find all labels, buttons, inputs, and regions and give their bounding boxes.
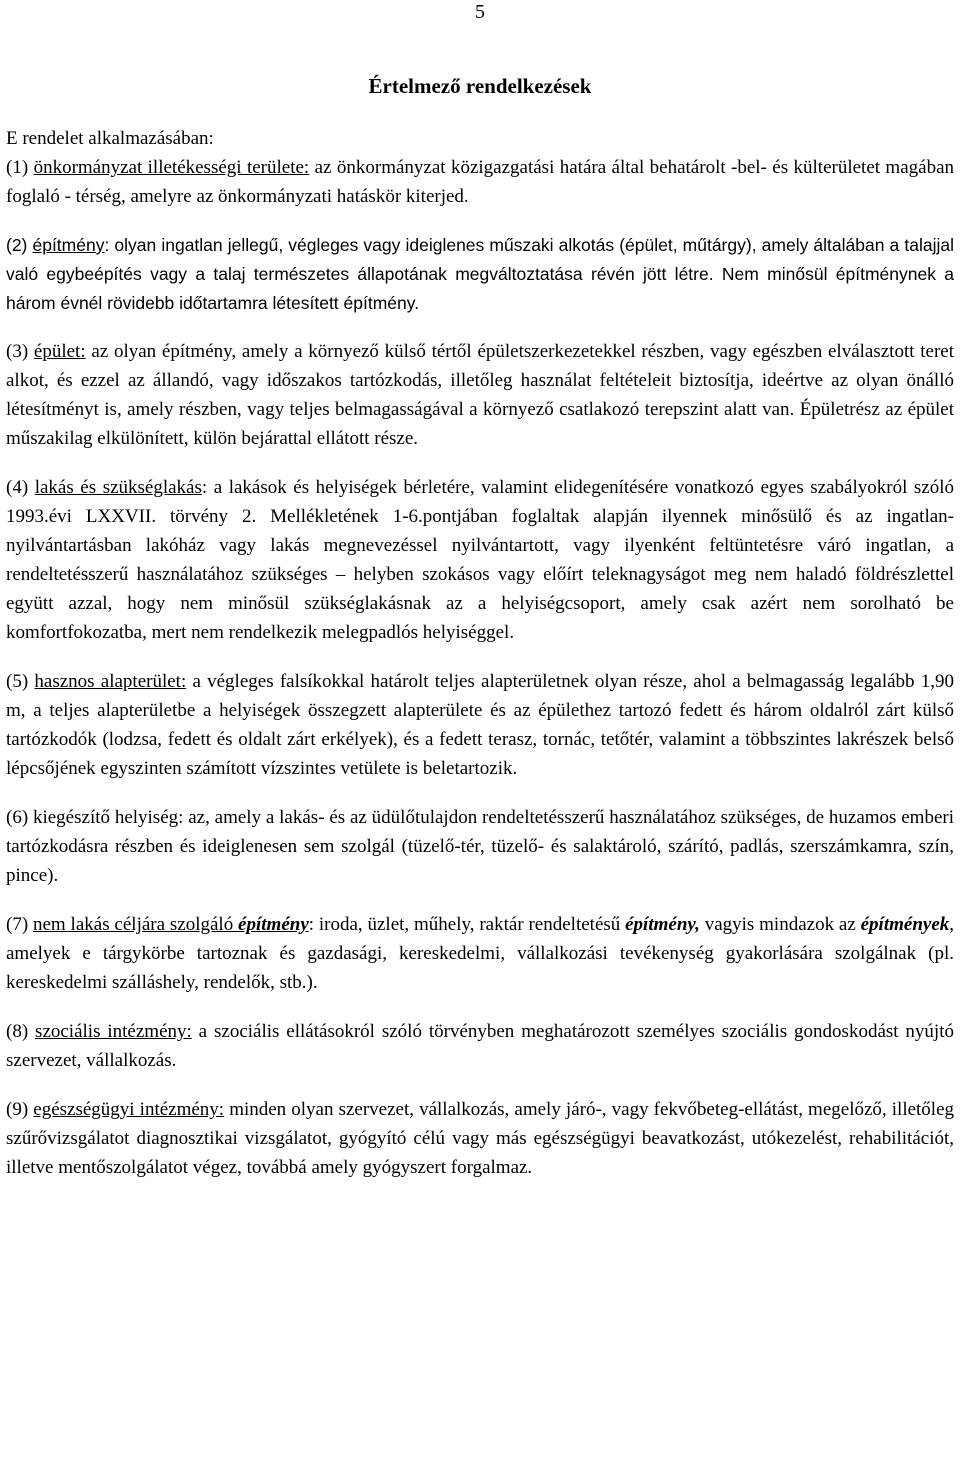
intro-line bbox=[6, 124, 954, 153]
definition-7-term-emphasis: építmény bbox=[238, 914, 309, 935]
document-body bbox=[6, 124, 954, 1182]
definition-7-number: (7) bbox=[6, 914, 29, 935]
definition-9-term: egészségügyi intézmény: bbox=[33, 1099, 225, 1120]
page-number: 5 bbox=[475, 1, 485, 23]
definition-1-term: önkormányzat illetékességi területe: bbox=[33, 157, 310, 178]
definition-3-text: az olyan építmény, amely a környező külső tértől épületszerkezetekkel részben, vagy egészben elválasztott teret alkot, és ezzel az állandó, vagy időszakos tartózkodás, illetőleg használat feltételeit biztosítja, ideértve az olyan önálló létesítményt is, amely részben, vagy teljes belmagasságával a környező csatlakozó terepszint alatt van. Épületrész az épület műszakilag elkülönített, külön bejárattal ellátott része. bbox=[6, 341, 955, 449]
definition-3-term: épület: bbox=[33, 341, 86, 362]
definition-4-number: (4) bbox=[6, 477, 29, 498]
definition-4-text: : a lakások és helyiségek bérletére, valamint elidegenítésére vonatkozó egyes szabályokról szóló 1993.évi LXXVII. törvény 2. Mellékletének 1-6.pontjában foglaltak alapján ilyennek minősülő és az ingatlan-nyilvántartásban lakóház vagy lakás megnevezéssel nyilvántartott, vagy ilyenként feltüntetésre váró ingatlan, a rendeltetésszerű használatához szükséges – helyben szokásos vagy előírt teleknagyságot meg nem haladó földrészlettel együtt azzal, hogy nem minősül szükséglakásnak az a helyiségcsoport, amely csak azért nem sorolható be komfortfokozatba, mert nem rendelkezik melegpadlós helyiséggel. bbox=[6, 477, 955, 643]
definition-3 bbox=[6, 337, 954, 453]
definition-9-text: minden olyan szervezet, vállalkozás, amely járó-, vagy fekvőbeteg-ellátást, megelőző, illetőleg szűrővizsgálatot diagnosztikai vizsgálatot, gyógyító célú vagy más egészségügyi beavatkozást, utókezelést, rehabilitációt, illetve mentőszolgálatot végez, továbbá amely gyógyszert forgalmaz. bbox=[6, 1099, 955, 1178]
definition-2-text: : olyan ingatlan jellegű, végleges vagy ideiglenes műszaki alkotás (épület, műtárgy), amely általában a talajjal való egybeépítés vagy a talaj természetes állapotának megváltoztatása révén jött létre. Nem minősül építménynek a három évnél rövidebb időtartamra létesített építmény. bbox=[6, 235, 954, 313]
definition-5-text: a végleges falsíkokkal határolt teljes alapterületnek olyan része, ahol a belmagasság legalább 1,90 m, a teljes alapterületbe a helyiségek összegzett alapterülete és az épülethez tartozó fedett és három oldalról zárt külső tartózkodók (lodzsa, fedett és oldalt zárt erkélyek), és a fedett terasz, tornác, tetőtér, valamint a többszintes lakrészek belső lépcsőjének egyszinten számított vízszintes vetülete is beletartozik. bbox=[6, 671, 955, 779]
definition-7-emphasis-b: építmények bbox=[860, 914, 950, 935]
definition-5-term: hasznos alapterület: bbox=[34, 671, 187, 692]
definition-7-emphasis-a: építmény, bbox=[625, 914, 700, 935]
page-title: Értelmező rendelkezések bbox=[368, 74, 592, 98]
definition-1-text: az önkormányzat közigazgatási határa által behatárolt -bel- és külterületet magában foglaló - térség, amelyre az önkormányzati hatáskör kiterjed. bbox=[6, 157, 955, 207]
definition-7 bbox=[6, 910, 954, 997]
definition-5 bbox=[6, 667, 954, 783]
definition-7-term-plain: nem lakás céljára szolgáló bbox=[33, 914, 239, 935]
definition-8-text: a szociális ellátásokról szóló törvényben meghatározott személyes szociális gondoskodást nyújtó szervezet, vállalkozás. bbox=[6, 1021, 954, 1071]
definition-9 bbox=[6, 1095, 954, 1182]
definition-4-term: lakás és szükséglakás bbox=[34, 477, 202, 498]
definition-9-number: (9) bbox=[6, 1099, 29, 1120]
definition-3-number: (3) bbox=[6, 341, 29, 362]
definition-1 bbox=[6, 153, 954, 211]
definition-8-number: (8) bbox=[6, 1021, 29, 1042]
definition-7-text-c: , amelyek e tárgykörbe tartoznak és gazdasági, kereskedelmi, vállalkozási tevékenység gyakorlására szolgálnak (pl. kereskedelmi szálláshely, rendelők, stb.). bbox=[6, 914, 955, 993]
definition-7-term bbox=[33, 914, 309, 935]
definition-6-text: (6) kiegészítő helyiség: az, amely a lakás- és az üdülőtulajdon rendeltetésszerű használatához szükséges, de huzamos emberi tartózkodásra részben és ideiglenesen sem szolgál (tüzelő-tér, tüzelő- és salaktároló, szárító, padlás, szerszámkamra, szín, pince). bbox=[6, 807, 954, 886]
intro-text: E rendelet alkalmazásában: bbox=[6, 128, 214, 149]
definition-8-term: szociális intézmény: bbox=[35, 1021, 192, 1042]
definition-8 bbox=[6, 1017, 954, 1075]
definition-4 bbox=[6, 473, 954, 647]
definition-1-number: (1) bbox=[6, 157, 29, 178]
definition-2-number: (2) bbox=[6, 235, 28, 255]
definition-2 bbox=[6, 231, 954, 318]
definition-5-number: (5) bbox=[6, 671, 29, 692]
definition-7-text-b: vagyis mindazok az bbox=[699, 914, 861, 935]
definition-6 bbox=[6, 803, 954, 890]
definition-2-term: építmény bbox=[32, 235, 105, 255]
definition-7-text-a: : iroda, üzlet, műhely, raktár rendeltetésű bbox=[308, 914, 626, 935]
